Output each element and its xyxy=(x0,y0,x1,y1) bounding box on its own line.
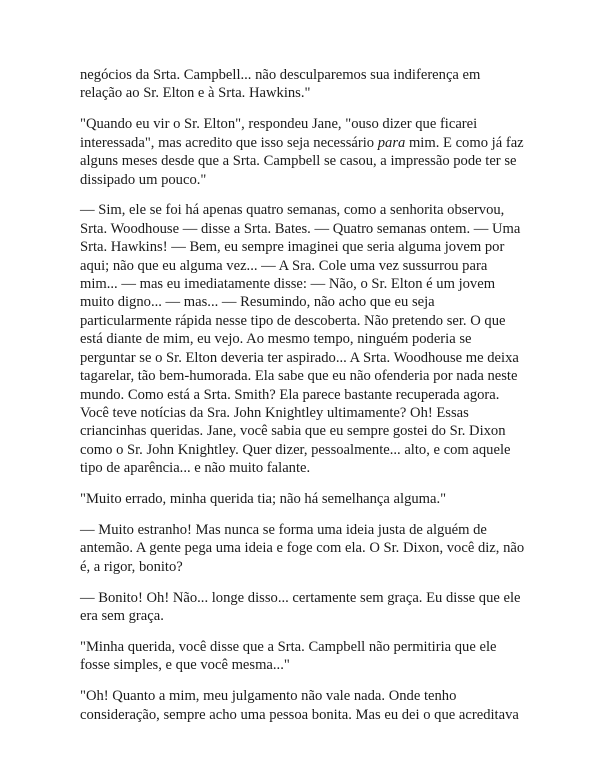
text-run: "Minha querida, você disse que a Srta. Campbell não permitiria que ele fosse simples, e que você mesma..." xyxy=(80,638,497,674)
text-run: negócios da Srta. Campbell... não desculparemos sua indiferença em relação ao Sr. Elton e à Srta. Hawkins." xyxy=(80,67,481,102)
text-run: "Muito errado, minha querida tia; não há semelhança alguma." xyxy=(80,491,447,508)
paragraph xyxy=(80,490,526,508)
text-run: "Oh! Quanto a mim, meu julgamento não vale nada. Onde tenho consideração, sempre acho uma pessoa bonita. Mas eu dei o que acreditava xyxy=(80,688,519,723)
text-run: — Bonito! Oh! Não... longe disso... certamente sem graça. Eu disse que ele era sem graça. xyxy=(80,589,521,625)
paragraph xyxy=(80,115,526,189)
paragraph xyxy=(80,521,526,576)
paragraph xyxy=(80,201,526,477)
body-text xyxy=(80,66,526,737)
text-run: mim. E como já faz alguns meses desde que a Srta. Campbell se casou, a impressão pode ter se dissipado um pouco." xyxy=(80,134,524,188)
text-run: — Muito estranho! Mas nunca se forma uma ideia justa de alguém de antemão. A gente pega uma ideia e foge com ela. O Sr. Dixon, você diz, não é, a rigor, bonito? xyxy=(80,521,525,575)
text-run: "Quando eu vir o Sr. Elton", respondeu Jane, "ouso dizer que ficarei interessada", mas acredito que isso seja necessário xyxy=(80,116,478,151)
paragraph xyxy=(80,687,526,724)
emphasized-word: para xyxy=(377,134,406,151)
paragraph xyxy=(80,66,526,103)
paragraph xyxy=(80,589,526,626)
paragraph xyxy=(80,638,526,675)
text-run: — Sim, ele se foi há apenas quatro semanas, como a senhorita observou, Srta. Woodhouse — disse a Srta. Bates. — Quatro semanas ontem. — Uma Srta. Hawkins! — Bem, eu sempre imaginei que seria alguma jovem por aqui; não que eu alguma vez... — A Sra. Cole uma vez sussurrou para mim... — mas eu imediatamente disse: — Não, o Sr. Elton é um jovem muito digno... — mas... — Resumindo, não acho que eu seja particularmente rápida nesse tipo de descoberta. Não pretendo ser. O que está diante de mim, eu vejo. Ao mesmo tempo, ninguém poderia se perguntar se o Sr. Elton deveria ter aspirado... A Srta. Woodhouse me deixa tagarelar, tão bem-humorada. Ela sabe que eu não ofenderia por nada neste mundo. Como está a Srta. Smith? Ela parece bastante recuperada agora. Você teve notícias da Sra. John Knightley ultimamente? Oh! Essas criancinhas queridas. Jane, você sabia que eu sempre gostei do Sr. Dixon como o Sr. John Knightley. Quer dizer, pessoalmente... alto, e com aquele tipo de aparência... e não muito falante. xyxy=(80,202,521,477)
